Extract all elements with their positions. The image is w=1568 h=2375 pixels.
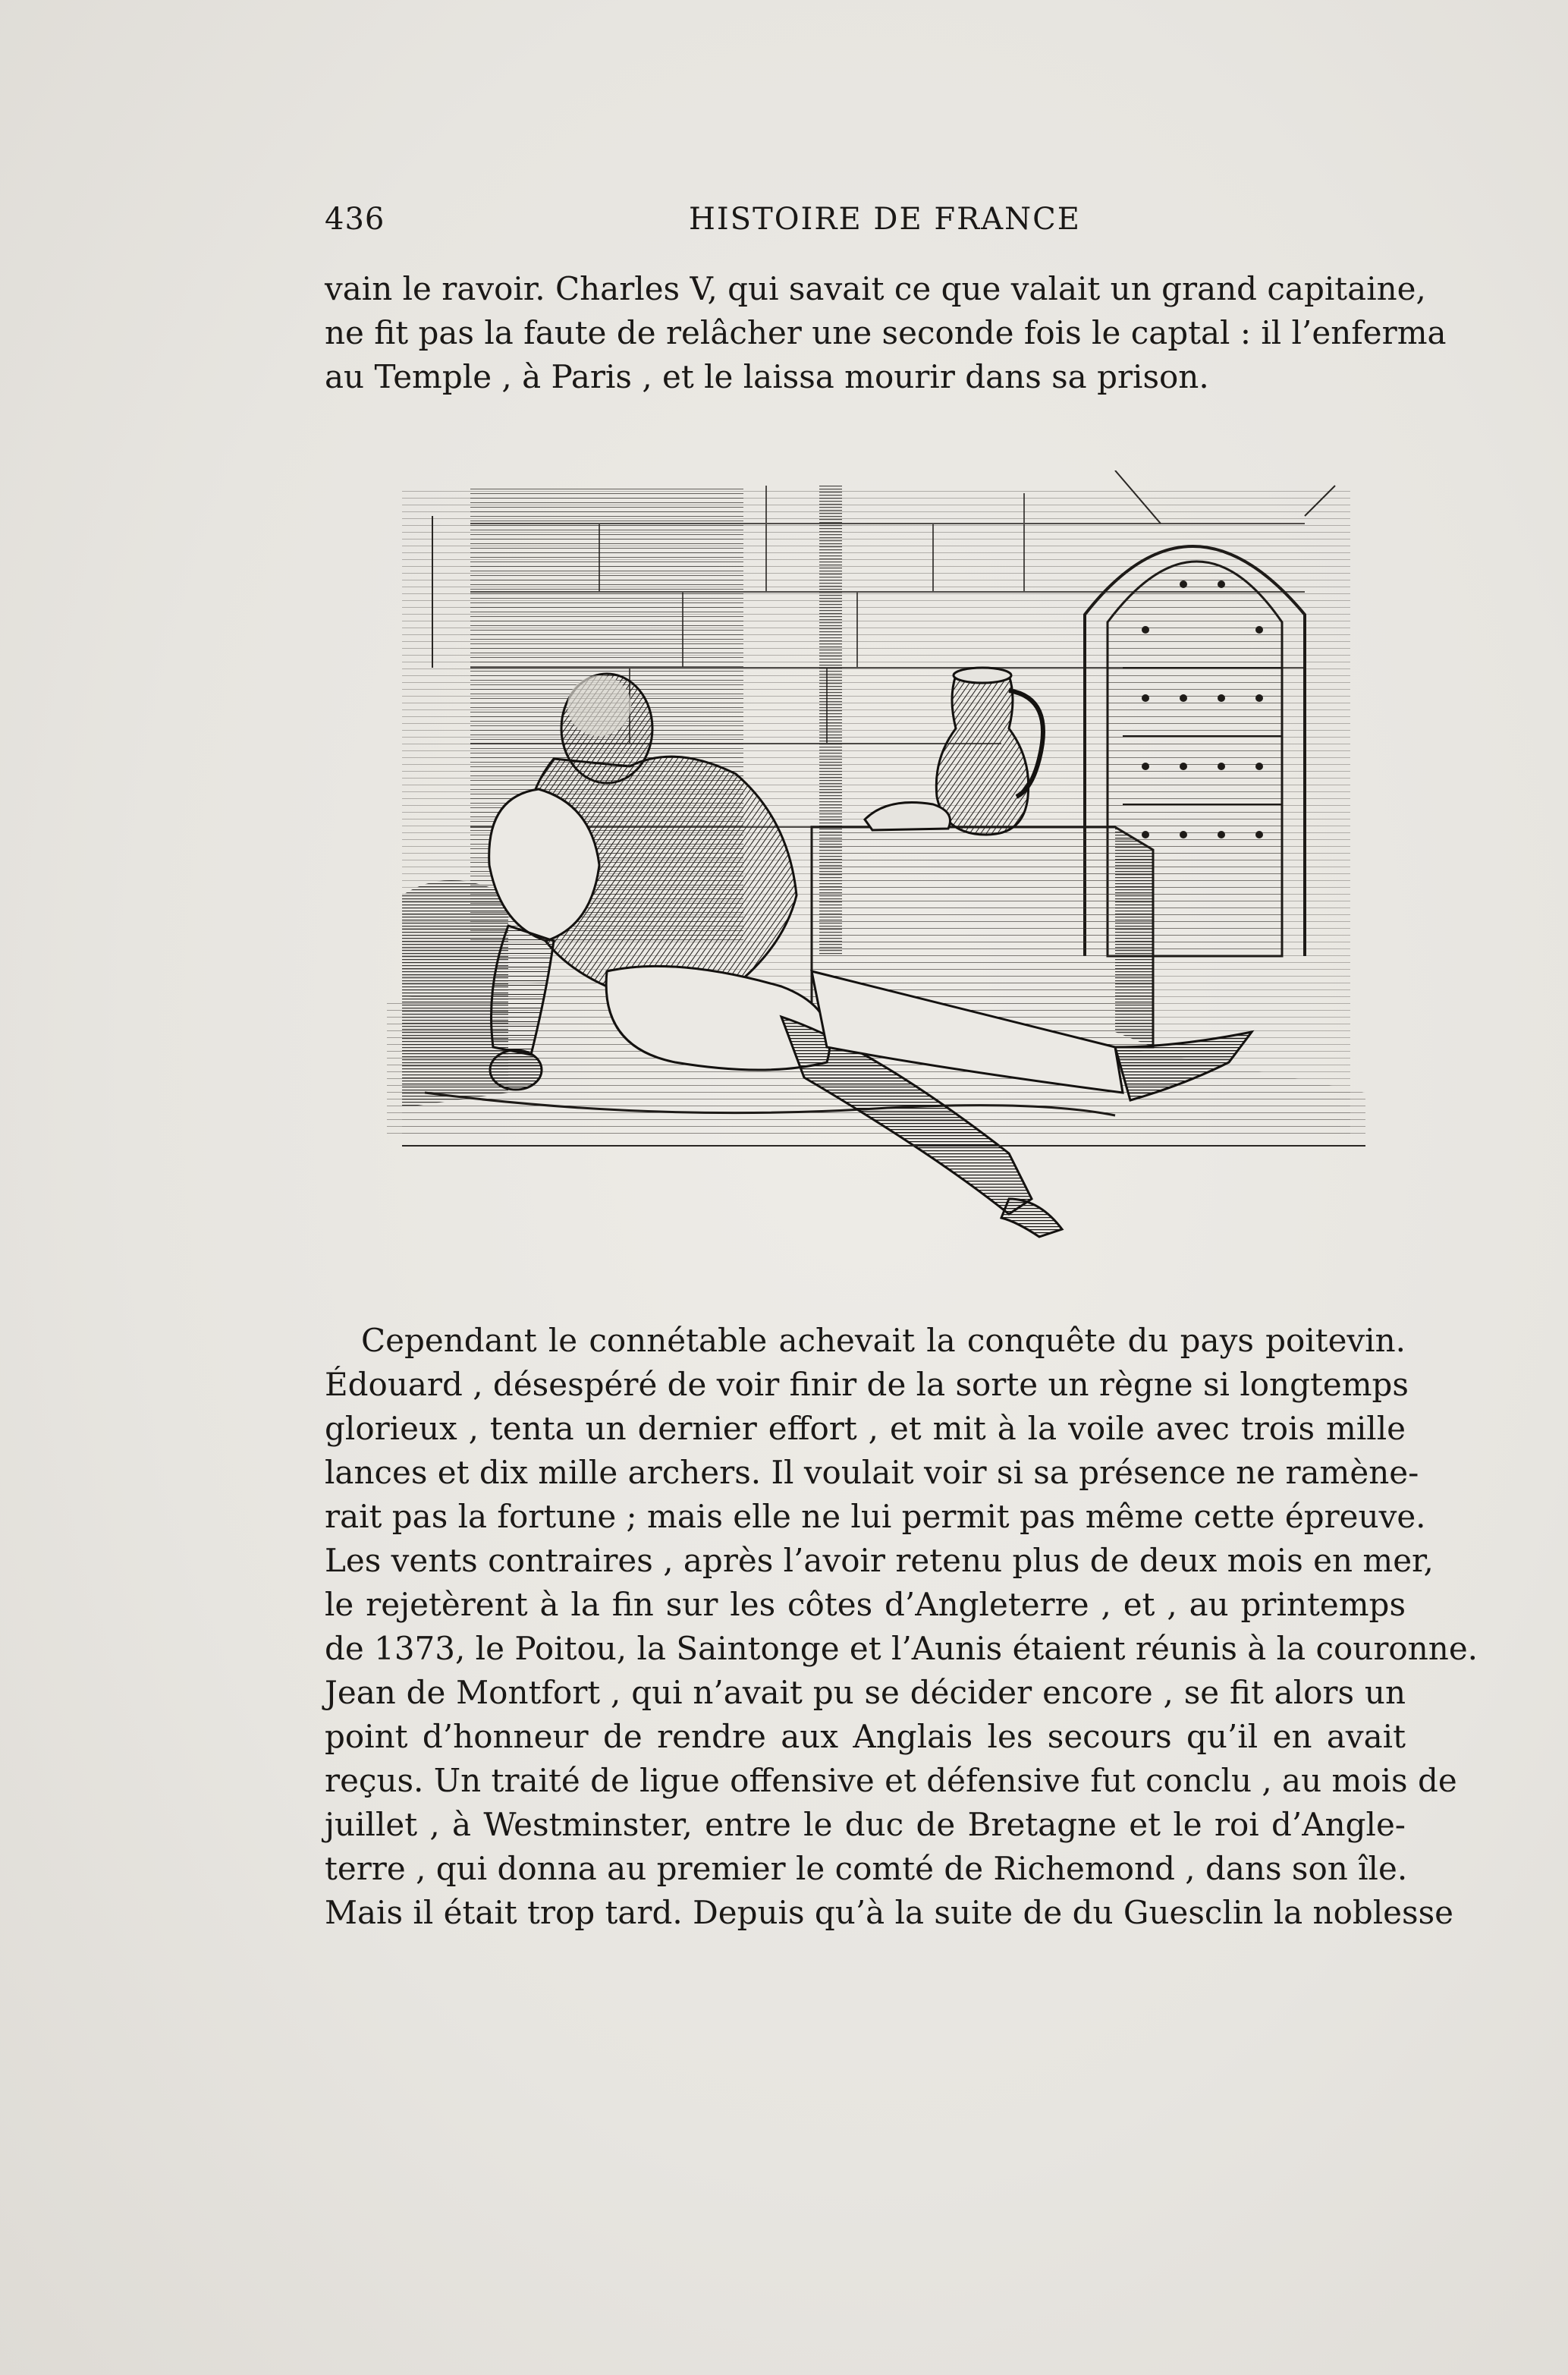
page-number: 436 <box>325 202 385 237</box>
page-header <box>325 202 1402 240</box>
text-line: lances et dix mille archers. Il voulait voir si sa présence ne ramène- <box>325 1454 1419 1491</box>
text-line: reçus. Un traité de ligue offensive et défensive fut conclu , au mois de <box>325 1762 1457 1799</box>
text-line: Mais il était trop tard. Depuis qu’à la suite de du Guesclin la noblesse <box>325 1894 1453 1931</box>
engraving-illustration <box>357 470 1388 1252</box>
text-line: ne fit pas la faute de relâcher une seconde fois le captal : il l’enferma <box>325 314 1447 351</box>
text-line: Les vents contraires , après l’avoir retenu plus de deux mois en mer, <box>325 1542 1434 1579</box>
text-line: glorieux , tenta un dernier effort , et mit à la voile avec trois mille <box>325 1410 1406 1447</box>
text-line: rait pas la fortune ; mais elle ne lui permit pas même cette épreuve. <box>325 1498 1426 1535</box>
text-line: vain le ravoir. Charles V, qui savait ce que valait un grand capitaine, <box>325 270 1426 307</box>
running-title: HISTOIRE DE FRANCE <box>689 202 1081 237</box>
text-line: point d’honneur de rendre aux Anglais les secours qu’il en avait <box>325 1718 1406 1755</box>
text-line: Cependant le connétable achevait la conquête du pays poitevin. <box>361 1322 1406 1359</box>
main-paragraph <box>325 1319 1478 1935</box>
text-line: au Temple , à Paris , et le laissa mourir dans sa prison. <box>325 358 1209 395</box>
text-line: le rejetèrent à la fin sur les côtes d’Angleterre , et , au printemps <box>325 1586 1406 1623</box>
text-line: juillet , à Westminster, entre le duc de Bretagne et le roi d’Angle- <box>325 1806 1406 1843</box>
text-line: Jean de Montfort , qui n’avait pu se décider encore , se fit alors un <box>325 1674 1406 1711</box>
text-line: Édouard , désespéré de voir finir de la sorte un règne si longtemps <box>325 1366 1409 1403</box>
text-line: terre , qui donna au premier le comté de Richemond , dans son île. <box>325 1850 1408 1887</box>
top-paragraph <box>325 267 1447 399</box>
text-line: de 1373, le Poitou, la Saintonge et l’Aunis étaient réunis à la couronne. <box>325 1630 1478 1667</box>
